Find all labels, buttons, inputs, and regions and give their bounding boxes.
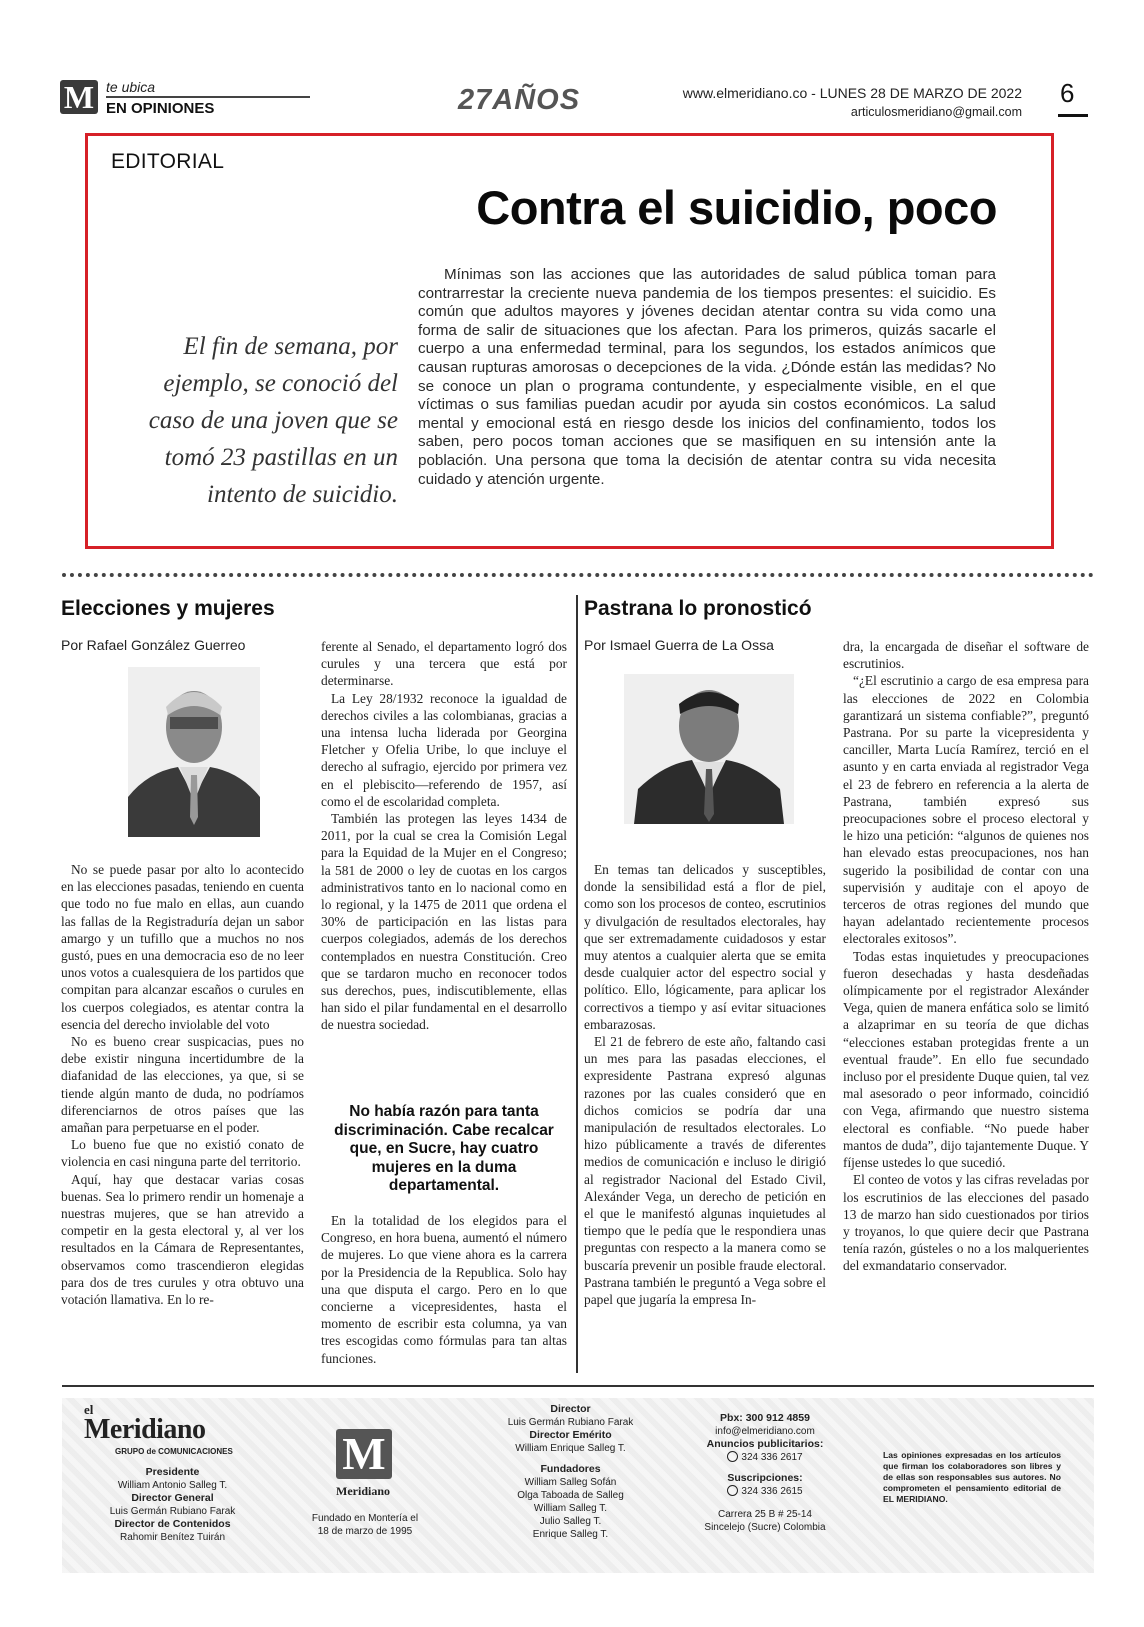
author-photo-ismael [624,674,794,824]
suscripciones-phone[interactable]: 324 336 2615 [741,1486,803,1497]
footer-brand-sub: GRUPO de COMUNICACIONES [115,1447,233,1456]
fundadores-label: Fundadores [540,1463,601,1475]
footer-founded: Fundado en Montería el 18 de marzo de 1995 [311,1513,419,1537]
director-contenidos-name: Rahomir Benítez Tuirán [119,1532,226,1543]
article1-paragraph: También las protegen las leyes 1434 de 2011, por la cual se crea la Comisión Legal para la Equidad de la Mujer en el Congreso; la 581 de 2000 o ley de cuotas en los cargos administrativos tanto en lo nacional como en lo regional, y la 1475 de 2011 que ordena el 30% de participación en las listas para cuerpos colegiados, además de los derechos contemplados en nuestra Constitución. Creo que se tardaron mucho en reconocer todos sus derechos, pues, indiscutiblemente, ellas han sido el pilar fundamental en el desarrollo de nuestra sociedad. [321,811,567,1033]
editorial-body: Mínimas son las acciones que las autoridades de salud pública toman para contrarrestar la creciente nueva pandemia de los tiempos presentes: el suicidio. Es común que adultos mayores y jóvenes decidan atentar contra su vida como una forma de salir de situaciones que los afectan. Para los primeros, quizás sacarle el cuerpo a una enfermedad terminal, para los segundos, los estados anímicos que causan rupturas amorosas o decepciones de la vida. ¿Dónde están las medidas? No se conoce un plan o programa contundente, y especialmente visible, en el que víctimas o sus familias puedan acudir por ayuda sin costos económicos. La salud mental y emocional está en riesgo desde los inicios del confinamiento, todos los saben, pero pocos toman acciones que se masifiquen en su intensión ante la población. Una persona que toma la decisión de atentar contra su vida necesita cuidado y atención urgente. [418,266,996,488]
article2-col2 [843,638,1089,1275]
article1-paragraph: No es bueno crear suspicacias, pues no debe existir ninguna incertidumbre de la diafanidad de las elecciones, ya que, si se tiende algún manto de duda, no podríamos diferenciarnos de otros países que las amañan para perpetuarse en el poder. [61,1034,304,1136]
footer-logo-name: Meridiano [336,1484,390,1498]
director-general-name: Luis Germán Rubiano Farak [109,1506,236,1517]
fundador: Enrique Salleg T. [532,1529,609,1540]
author-photo-rafael [128,667,260,837]
fundador: Julio Salleg T. [539,1516,602,1527]
editorial-title: Contra el suicidio, poco [476,181,997,234]
footer-left-block [70,1466,275,1544]
article1-pullquote: No había razón para tanta discriminación. Cabe recalcar que, en Sucre, hay cuatro mujeres en la duma departamental. [334,1103,554,1194]
column-divider [576,595,578,1373]
article1-col1 [61,861,304,1308]
director-name: Luis Germán Rubiano Farak [507,1417,634,1428]
pbx: Pbx: 300 912 4859 [720,1412,810,1424]
header-email[interactable]: articulosmeridiano@gmail.com [850,105,1022,119]
article2-paragraph: El conteo de votos y las cifras reveladas por los escrutinios de las elecciones del pasado 13 de marzo han sido cuestionados por tirios y troyanos, lo que quiere decir que Pastrana tenía razón, gústeles o no a los malquerientes del exmandatario conservador. [843,1172,1089,1274]
header-site-date: www.elmeridiano.co - LUNES 28 DE MARZO DE 2022 [682,85,1022,101]
contact-email[interactable]: info@elmeridiano.com [715,1426,815,1437]
footer-rule [62,1385,1094,1387]
article2-paragraph: En temas tan delicados y susceptibles, donde la sensibilidad está a flor de piel, como son los procesos de conteo, escrutinios y divulgación de resultados electorales, hay que ser extremadamente cuidadosos y estar muy atentos a cualquier alerta que se emita desde cualquier actor del espectro social y político. Ello, lógicamente, para aplicar los correctivos a tiempo y así evitar situaciones embarazosas. [584,862,826,1032]
section-label: EN OPINIONES [106,100,215,117]
editorial-pullquote: El fin de semana, por ejemplo, se conoció del caso de una joven que se tomó 23 pastillas en un intento de suicidio. [148,333,398,508]
article1-paragraph: La Ley 28/1932 reconoce la igualdad de derechos civiles a las colombianas, gracias a una intensa lucha liderada por Georgina Fletcher y Ofelia Uribe, lo que incluye el derecho al sufragio, ejercido por primera vez en el plebiscito—referendo de 1957, así como el de escolaridad completa. [321,690,567,809]
dotted-separator [62,573,1094,577]
article2-paragraph: dra, la encargada de diseñar el software de escrutinios. [843,639,1089,672]
director-emerito-name: William Enrique Salleg T. [515,1443,626,1454]
fundador: William Salleg T. [533,1503,608,1514]
article1-paragraph: No se puede pasar por alto lo acontecido en las elecciones pasadas, teniendo en cuenta que todo no fue malo en ellas, aun cuando las fallas de la Registraduría dejan un sabor amargo y un tufillo que a muchos no nos gustó, pues en una democracia eso de no leer unos votos a cualesquiera de los partidos que compitan para alcanzar escaños o curules en los cuerpos colegiados, es atentar contra la esencia del derecho inviolable del voto [61,862,304,1032]
whatsapp-icon [727,1451,738,1462]
article1-byline: Por Rafael González Guerreo [61,637,246,653]
director-general-label: Director General [131,1492,214,1504]
anniversary-logo: 27AÑOS [458,84,581,116]
page-number-rule [1058,114,1088,117]
fundador: William Salleg Sofán [524,1477,617,1488]
director-emerito-label: Director Emérito [529,1429,612,1441]
director-label: Director [550,1403,591,1415]
footer-brand-small: el [84,1402,94,1417]
editorial-label: EDITORIAL [111,150,225,173]
anuncios-row [680,1451,850,1464]
fundador: Olga Taboada de Salleg [517,1490,624,1501]
footer-disclaimer: Las opiniones expresadas en los artículos que firman los colaboradores son libres y de ellas son responsables sus autores. No comprometen el pensamiento editorial de EL MERIDIANO. [883,1450,1061,1504]
footer-m-logo: M [336,1429,392,1479]
suscripciones-label: Suscripciones: [727,1472,803,1484]
anuncios-phone[interactable]: 324 336 2617 [741,1452,803,1463]
article2-title: Pastrana lo pronosticó [584,597,812,620]
article2-byline: Por Ismael Guerra de La Ossa [584,637,774,653]
article1-col2 [321,638,567,1034]
article1-title: Elecciones y mujeres [61,597,275,620]
article1-paragraph: ferente al Senado, el departamento logró dos curules y una tercera que está por determinarse. [321,639,567,689]
article2-col1 [584,861,826,1308]
address: Carrera 25 B # 25-14 [718,1509,812,1520]
article1-paragraph: Lo bueno fue que no existió conato de violencia en casi ninguna parte del territorio. [61,1137,304,1170]
article1-paragraph: En la totalidad de los elegidos para el Congreso, en hora buena, aumentó el número de mujeres. Lo que viene ahora es la carrera por la Presidencia de la Republica. Solo hay una que disputa el cargo. Pero en lo que concierne a vicepresidentes, hasta el momento de escribir esta columna, ya van tres escogidas como fórmulas para tan altas funciones. [321,1213,567,1366]
presidente-name: William Antonio Salleg T. [117,1480,228,1491]
anuncios-label: Anuncios publicitarios: [706,1438,824,1450]
presidente-label: Presidente [145,1466,200,1478]
director-contenidos-label: Director de Contenidos [114,1518,231,1530]
whatsapp-icon [727,1485,738,1496]
city: Sincelejo (Sucre) Colombia [704,1522,826,1533]
header-tagline: te ubica [106,79,156,95]
article2-paragraph: Todas estas inquietudes y preocupaciones fueron desechadas y hasta desdeñadas olímpicamente por el registrador Alexánder Vega, quien de manera enfática solo se limitó a alzaprimar en su teoría de que dichas “elecciones estaban protegidas frente a un eventual fraude”. En ello fue secundado incluso por el presidente Duque quien, tal vez mal asesorado o peor informado, coincidió con Vega, afirmando que nuestro sistema electoral es confiable. “No puede haber mantos de duda”, dijo tajantemente Duque. Y fíjense ustedes lo que sucedió. [843,948,1089,1171]
footer-contact-block [680,1412,850,1534]
article2-paragraph: El 21 de febrero de este año, faltando casi un mes para las pasadas elecciones, el expresidente Pastrana expresó algunas razones por las cuales consideró que en dichos comicios se podría dar una manipulación de resultados electorales. Lo hizo públicamente a través de diferentes medios de comunicación e incluso le dirigió al registrador Nacional del Estado Civil, Alexánder Vega, un derecho de petición en el que le manifestó algunas inquietudes al tiempo que le pedía que le respondiera unas preguntas con respecto a la manera como se buscaría prevenir un posible fraude electoral. Pastrana también le preguntó a Vega sobre el papel que jugaría la empresa In- [584,1034,826,1308]
page-number: 6 [1060,78,1075,108]
header-logo: M [60,80,98,114]
footer-center-block [478,1403,663,1541]
suscripciones-row [680,1485,850,1498]
footer-brand: Meridiano [84,1414,206,1445]
article1-col2b [321,1212,567,1367]
article1-paragraph: Aquí, hay que destacar varias cosas buenas. Sea lo primero rendir un homenaje a nuestras mujeres, que se han atrevido a competir en la gesta electoral y, al ver los resultados en la Cámara de Representantes, observamos como trascendieron elegidas para dos de tres curules y otra obtuvo una votación llamativa. En lo re- [61,1171,304,1308]
header-rule [106,96,310,98]
article2-paragraph: “¿El escrutinio a cargo de esa empresa para las elecciones de 2022 en Colombia garantizará un sistema confiable?”, preguntó Pastrana. Por su parte la vicepresidenta y canciller, Marta Lucía Ramírez, terció en el asunto y en carta enviada al registrador Vega el 23 de febrero en referencia a la alerta de Pastrana, también expresó sus preocupaciones sobre el proceso electoral y le hizo una petición: “algunos de quienes nos han elevado estas preocupaciones, nos han sugerido la posibilidad de contar con una supervisión y auditaje con el apoyo de terceros de otras regiones del mundo que hayan adelantado recientemente procesos electorales exitosos”. [843,673,1089,947]
